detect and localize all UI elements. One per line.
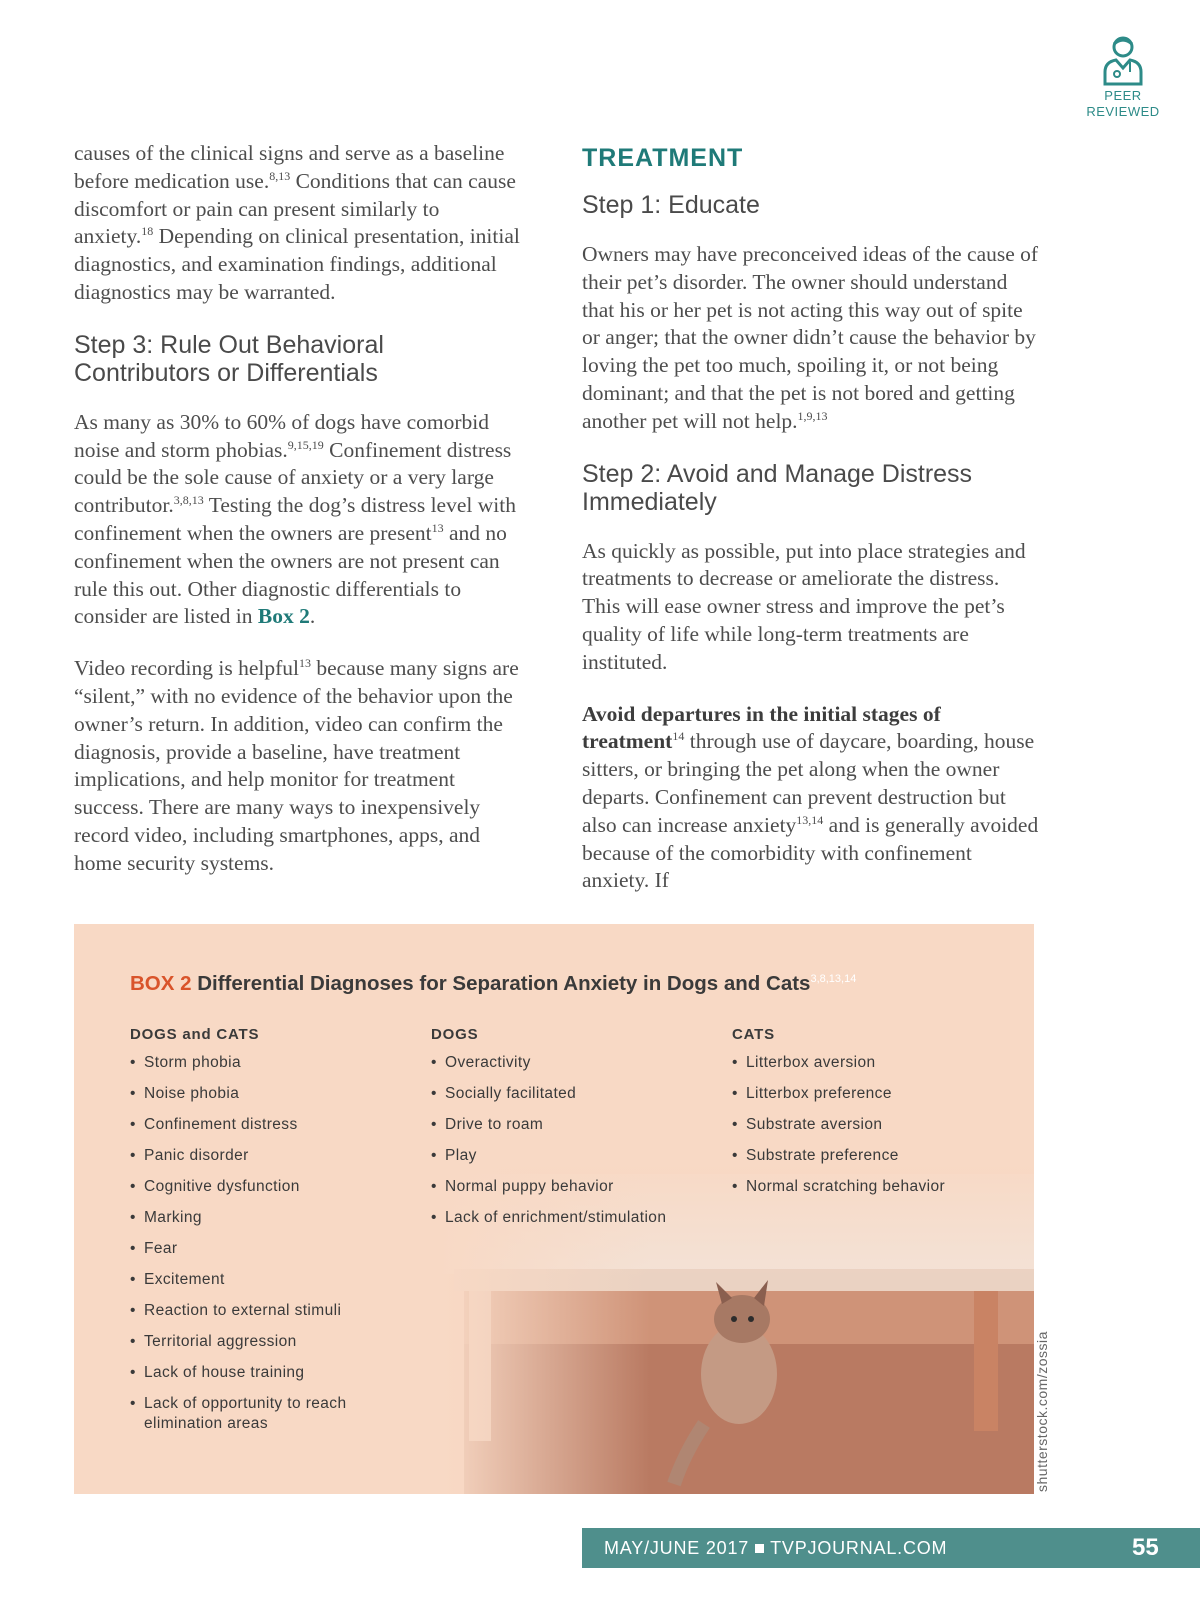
box-2-differential-diagnoses: [74, 924, 1034, 1494]
column-heading: DOGS: [431, 1026, 479, 1043]
citation: 13: [431, 520, 444, 535]
column-heading: CATS: [732, 1026, 775, 1043]
left-paragraph-3: Video recording is helpful$^{13}$ because many signs are “silent,” with no evidence of the behavior upon the owner’s return. In addition, video can confirm the diagnosis, provide a baseline, have treatment implications, and help monitor for treatment success. There are many ways to inexpensively record video, including smartphones, apps, and home security systems.: [74, 656, 519, 875]
list-item: • Substrate preference: [732, 1146, 1012, 1166]
list-item: • Territorial aggression: [130, 1332, 410, 1352]
step-3-heading: Step 3: Rule Out Behavioral Contributors or Differentials: [74, 330, 384, 387]
list-item: • Confinement distress: [130, 1115, 410, 1135]
step-2-heading: Step 2: Avoid and Manage Distress Immediately: [582, 459, 973, 516]
badge-text: [1068, 88, 1178, 120]
list-item: • Play: [431, 1146, 721, 1166]
doctor-icon: [1100, 34, 1146, 86]
list-item: • Normal puppy behavior: [431, 1177, 721, 1197]
right-column: [582, 140, 1042, 919]
citation: 3,8,13: [173, 493, 204, 508]
list-item: • Normal scratching behavior: [732, 1177, 1012, 1197]
list-item: • Lack of house training: [130, 1363, 410, 1383]
citation: 1,9,13: [797, 408, 828, 423]
step-1-heading: Step 1: Educate: [582, 191, 760, 219]
box-column-dogs: [431, 1026, 721, 1239]
list-item: • Cognitive dysfunction: [130, 1177, 410, 1197]
citation: 9,15,19: [287, 437, 324, 452]
list-item: • Storm phobia: [130, 1053, 410, 1073]
right-paragraph-2: As quickly as possible, put into place strategies and treatments to decrease or ameliorate the distress. This will ease owner stress and improve the pet’s quality of life while long-term treatments are instituted.: [582, 538, 1026, 674]
list-item: • Excitement: [130, 1270, 410, 1290]
citation: 8,13: [269, 168, 291, 183]
box-2-title: BOX 2 Differential Diagnoses for Separation Anxiety in Dogs and Cats$^{3,8,13,14}$: [130, 972, 857, 995]
square-bullet-icon: [755, 1544, 764, 1553]
box-column-dogs-and-cats: [130, 1026, 410, 1445]
list-item: • Fear: [130, 1239, 410, 1259]
list-item: • Noise phobia: [130, 1084, 410, 1104]
box-2-tag: BOX 2: [130, 972, 192, 995]
citation: 13,14: [796, 812, 824, 827]
page-number: 55: [1132, 1534, 1159, 1561]
list-item: • Socially facilitated: [431, 1084, 721, 1104]
list-item: • Drive to roam: [431, 1115, 721, 1135]
box-2-link[interactable]: Box 2: [257, 604, 310, 629]
list-item: • Reaction to external stimuli: [130, 1301, 410, 1321]
left-paragraph-2: As many as 30% to 60% of dogs have comorbid noise and storm phobias.$^{9,15,19}$ Confinement distress could be the sole cause of anxiety or a very large contributor.$^{3,8,13}$ Testing the dog’s distress level with confinement when the owners are present$^{13}$ and no confinement when the owners are not present can rule this out. Other diagnostic differentials to consider are listed in Box 2.: [74, 409, 516, 629]
list-item: • Lack of opportunity to reach elimination areas: [130, 1394, 384, 1434]
citation: 14: [672, 729, 685, 744]
page-footer: [582, 1528, 1200, 1568]
right-paragraph-1: Owners may have preconceived ideas of the cause of their pet’s disorder. The owner should understand that his or her pet is not acting this way out of spite or anger; that the owner didn’t cause the behavior by loving the pet too much, spoiling it, or not being dominant; and that the pet is not bored and getting another pet will not help.$^{1,9,13}$: [582, 242, 1039, 433]
photo-credit: shutterstock.com/zossia: [1034, 1331, 1050, 1492]
list-item: • Litterbox aversion: [732, 1053, 1012, 1073]
list-item: • Substrate aversion: [732, 1115, 1012, 1135]
right-paragraph-3: Avoid departures in the initial stages of treatment$^{14}$ through use of daycare, boarding, house sitters, or bringing the pet along when the owner departs. Confinement can prevent destruction but also can increase anxiety$^{13,14}$ and is generally avoided because of the comorbidity with confinement anxiety. If: [582, 701, 1039, 893]
list-item: • Panic disorder: [130, 1146, 410, 1166]
treatment-heading: TREATMENT: [582, 144, 744, 172]
left-column: [74, 140, 524, 902]
citation: 3,8,13,14: [810, 973, 857, 986]
column-heading: DOGS and CATS: [130, 1026, 260, 1043]
list-item: • Overactivity: [431, 1053, 721, 1073]
badge-line-1: PEER: [1104, 88, 1142, 103]
citation: 13: [299, 656, 311, 670]
list-item: • Litterbox preference: [732, 1084, 1012, 1104]
journal-site: TVPJOURNAL.COM: [770, 1538, 948, 1558]
box-column-cats: [732, 1026, 1012, 1208]
footer-issue: MAY/JUNE 2017 TVPJOURNAL.COM: [604, 1538, 948, 1558]
left-paragraph-1: causes of the clinical signs and serve as a baseline before medication use.$^{8,13}$ Conditions that can cause discomfort or pain can present similarly to anxiety.$^{18}$ Depending on clinical presentation, initial diagnostics, and examination findings, additional diagnostics may be warranted.: [74, 141, 520, 304]
citation: 18: [141, 224, 154, 239]
badge-line-2: REVIEWED: [1086, 104, 1160, 119]
peer-reviewed-badge: [1068, 34, 1178, 120]
list-item: • Marking: [130, 1208, 410, 1228]
list-item: • Lack of enrichment/stimulation: [431, 1208, 721, 1228]
